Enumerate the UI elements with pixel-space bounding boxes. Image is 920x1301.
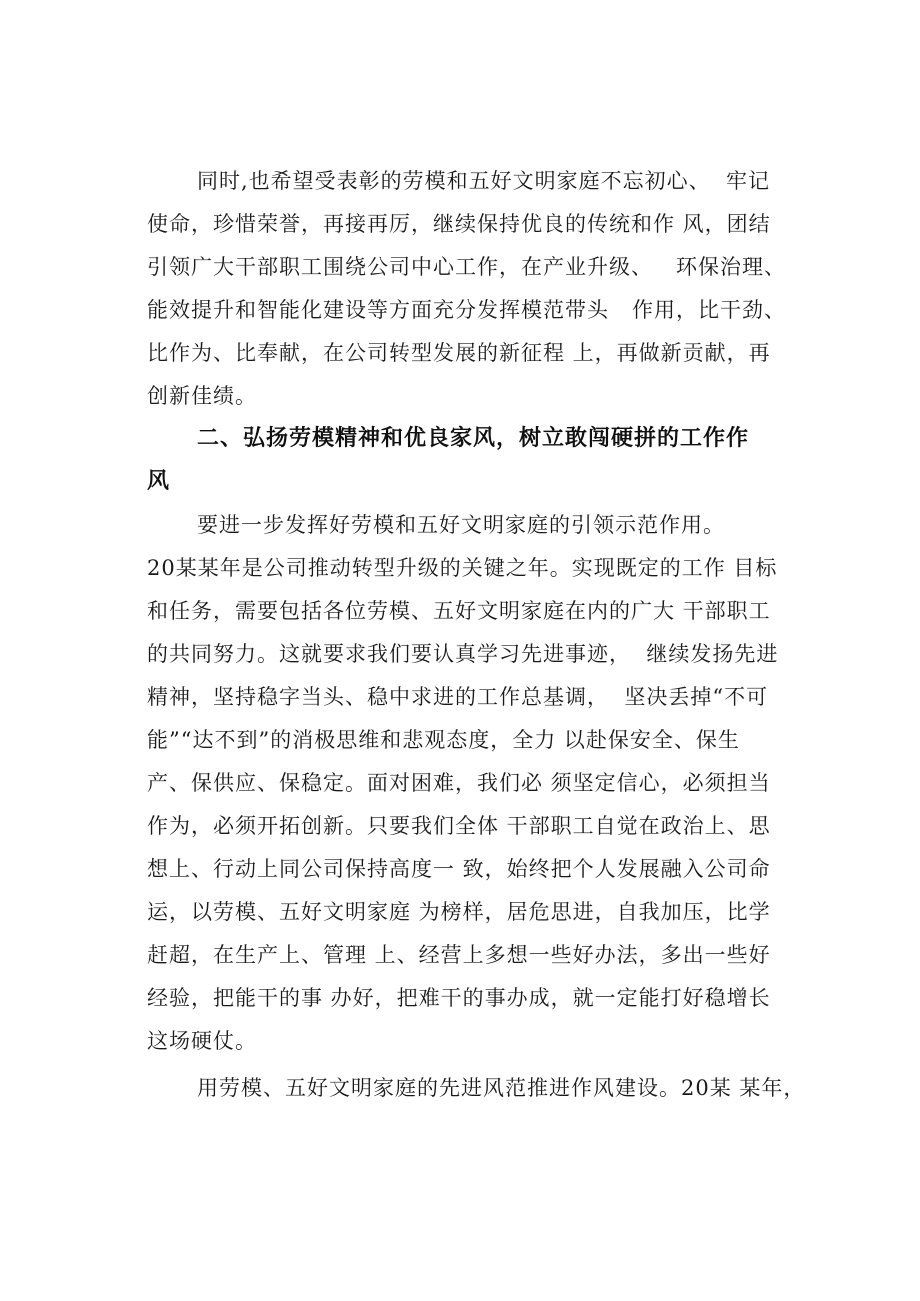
paragraph-2-line-6: 能”“达不到”的消极思维和悲观态度，全力 以赴保安全、保生 — [147, 728, 740, 752]
section-heading-line-1: 二、弘扬劳模精神和优良家风，树立敢闯硬拼的工作作 — [197, 426, 750, 451]
paragraph-2-line-3: 和任务，需要包括各位劳模、五好文明家庭在内的广大 干部职工 — [147, 599, 771, 623]
paragraph-1-line-2: 使命，珍惜荣誉，再接再厉，继续保持优良的传统和作 风，团结 — [147, 212, 771, 236]
paragraph-1-line-6: 创新佳绩。 — [147, 384, 257, 408]
paragraph-2-line-12: 经验，把能干的事 办好，把难干的事办成，就一定能打好稳增长 — [147, 986, 771, 1010]
paragraph-2-line-4: 的共同努力。这就要求我们要认真学习先进事迹， 继续发扬先进 — [147, 642, 779, 666]
paragraph-1-line-4: 能效提升和智能化建设等方面充分发挥模范带头 作用，比干劲、 — [147, 298, 787, 322]
paragraph-2-line-9: 想上、行动上同公司保持高度一 致，始终把个人发展融入公司命 — [147, 857, 771, 881]
paragraph-1-line-3: 引领广大干部职工围绕公司中心工作，在产业升级、 环保治理、 — [147, 255, 787, 279]
paragraph-3-line-1: 用劳模、五好文明家庭的先进风范推进作风建设。20某 某年， — [197, 1076, 806, 1100]
section-heading-line-2: 风 — [147, 469, 171, 494]
paragraph-2-line-10: 运，以劳模、五好文明家庭 为榜样，居危思进，自我加压，比学 — [147, 900, 771, 924]
paragraph-2-line-1: 要进一步发挥好劳模和五好文明家庭的引领示范作用。 — [197, 513, 725, 537]
paragraph-2-line-8: 作为，必须开拓创新。只要我们全体 干部职工自觉在政治上、思 — [147, 814, 771, 838]
paragraph-2-line-13: 这场硬仗。 — [147, 1029, 257, 1053]
paragraph-1-line-1: 同时,也希望受表彰的劳模和五好文明家庭不忘初心、 牢记 — [197, 169, 771, 193]
paragraph-2-line-5: 精神，坚持稳字当头、稳中求进的工作总基调， 坚决丢掉“不可 — [147, 685, 769, 709]
paragraph-2-line-2: 20某某年是公司推动转型升级的关键之年。实现既定的工作 目标 — [147, 556, 778, 580]
paragraph-2-line-11: 赶超，在生产上、管理 上、经营上多想一些好办法，多出一些好 — [147, 943, 771, 967]
paragraph-2-line-7: 产、保供应、保稳定。面对困难，我们必 须坚定信心，必须担当 — [147, 771, 771, 795]
paragraph-1-line-5: 比作为、比奉献，在公司转型发展的新征程 上，再做新贡献，再 — [147, 341, 771, 365]
